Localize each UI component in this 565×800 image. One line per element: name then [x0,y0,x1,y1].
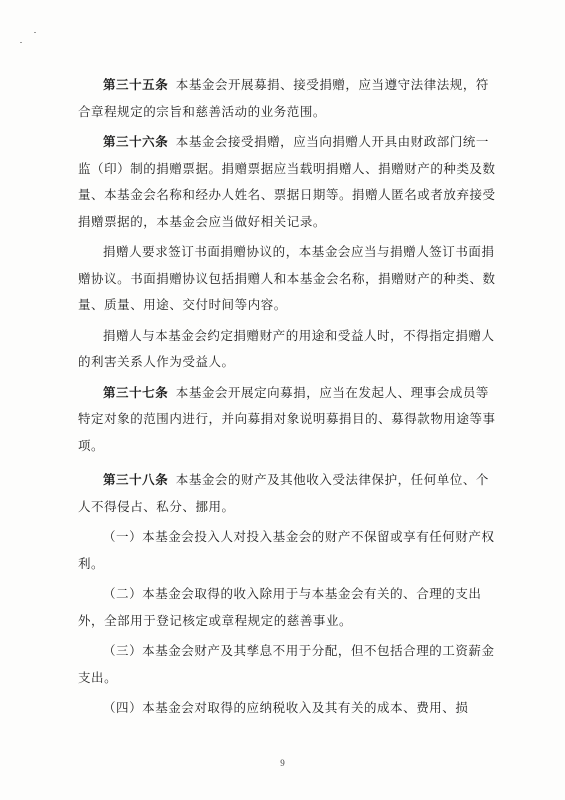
paragraph-text: （一）本基金会投入人对投入基金会的财产不保留或享有任何财产权利。 [78,529,495,571]
paragraph-article-37 [78,380,496,460]
scan-specks [18,28,58,58]
paragraph-text: （四）本基金会对取得的应纳税收入及其有关的成本、费用、损 [103,700,469,715]
paragraph-item-4 [78,695,496,722]
paragraph-text: 本基金会接受捐赠，应当向捐赠人开具由财政部门统一监（印）制的捐赠票据。捐赠票据应当载明捐赠人、捐赠财产的种类及数量、本基金会名称和经办人姓名、票据日期等。捐赠人匿名或者放弃接受捐赠票据的，本基金会应当做好相关记录。 [78,134,496,229]
paragraph-text: （三）本基金会财产及其孳息不用于分配，但不包括合理的工资薪金支出。 [78,643,495,685]
paragraph-text: 本基金会开展定向募捐，应当在发起人、理事会成员等特定对象的范围内进行，并向募捐对象说明募捐目的、募得款物用途等事项。 [78,384,496,453]
paragraph-text: 本基金会的财产及其他收入受法律保护，任何单位、个人不得侵占、私分、挪用。 [78,472,489,514]
paragraph-text: （二）本基金会取得的收入除用于与本基金会有关的、合理的支出外，全部用于登记核定或章程规定的慈善事业。 [78,586,482,628]
document-body [78,72,496,722]
article-number: 第三十七条 [103,384,169,400]
paragraph-item-2 [78,581,496,634]
paragraph-article-36 [78,129,496,235]
paragraph-donation-agreement [78,239,496,319]
scan-speck [34,32,36,33]
scan-speck [20,42,22,43]
article-number: 第三十五条 [103,77,169,92]
article-number: 第三十六条 [103,134,169,149]
paragraph-beneficiary [78,323,496,376]
paragraph-item-3 [78,638,496,691]
page-number: 9 [280,758,285,768]
article-number: 第三十八条 [103,472,169,487]
paragraph-article-38 [78,467,496,520]
paragraph-text: 捐赠人与本基金会约定捐赠财产的用途和受益人时，不得指定捐赠人的利害关系人作为受益人。 [78,327,495,369]
paragraph-text: 捐赠人要求签订书面捐赠协议的，本基金会应当与捐赠人签订书面捐赠协议。书面捐赠协议包括捐赠人和本基金会名称，捐赠财产的种类、数量、质量、用途、交付时间等内容。 [78,244,496,312]
paragraph-article-35 [78,72,496,125]
paragraph-text: 本基金会开展募捐、接受捐赠，应当遵守法律法规，符合章程规定的宗旨和慈善活动的业务范围。 [78,77,489,119]
paragraph-item-1 [78,524,496,577]
